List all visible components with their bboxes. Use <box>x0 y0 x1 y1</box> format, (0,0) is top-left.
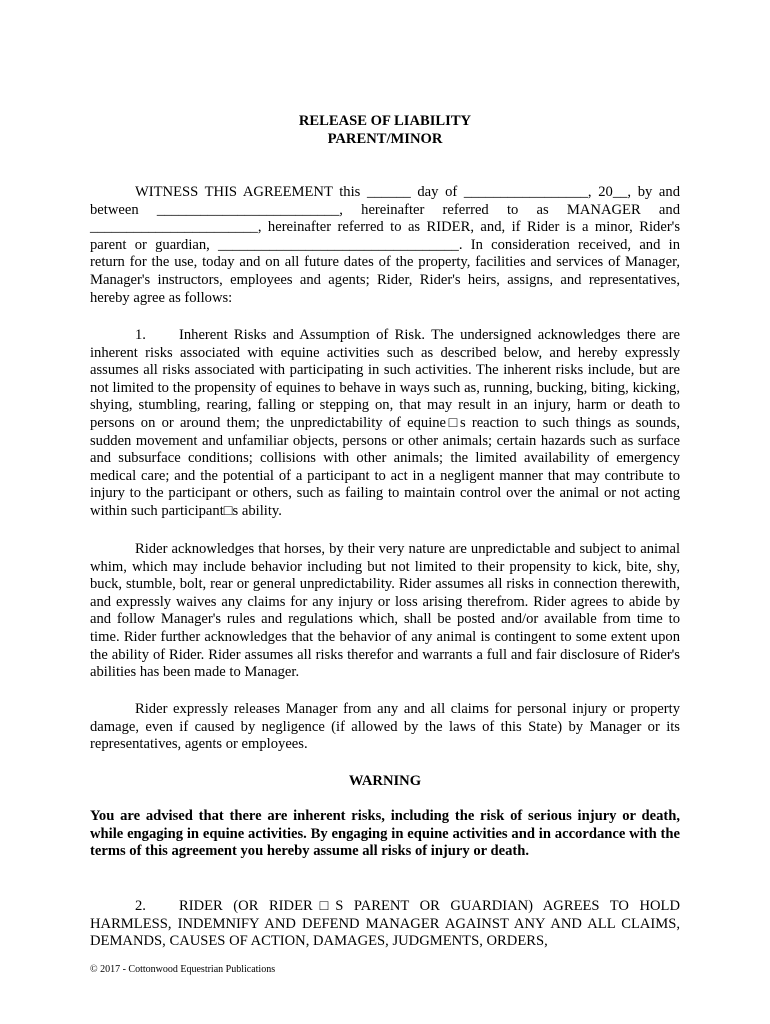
rider-acknowledgment-paragraph <box>90 541 680 682</box>
warning-heading: WARNING <box>348 773 422 789</box>
witness-paragraph <box>90 184 680 307</box>
section-2-text <box>90 898 680 951</box>
section-1-number: 1. <box>135 327 146 343</box>
section-2 <box>90 898 680 951</box>
rider-acknowledgment-text: Rider acknowledges that horses, by their very nature are unpredictable and subject to animal whim, which may include behavior including but not limited to their propensity to kick, bite, shy, buck, stumble, bolt, rear or general unpredictability. Rider assumes all risks in connection therewith, and expressly waives any claims for any injury or loss arising therefrom. Rider agrees to abide by and follow Manager's rules and regulations which, shall be posted and/or available from time to time. Rider further acknowledges that the behavior of any animal is contingent to some extent upon the ability of Rider. Rider assumes all risks therefor and warrants a full and fair disclosure of Rider's abilities has been made to Manager. <box>90 541 680 681</box>
section-2-number: 2. <box>135 898 146 914</box>
title-line-1: RELEASE OF LIABILITY <box>298 113 472 129</box>
rider-release-text: Rider expressly releases Manager from any and all claims for personal injury or property damage, even if caused by negligence (if allowed by the laws of this State) by Manager or its representatives, agents or employees. <box>90 701 680 753</box>
section-2-body: RIDER (OR RIDER□S PARENT OR GUARDIAN) AGREES TO HOLD HARMLESS, INDEMNIFY AND DEFEND MANAGER AGAINST ANY AND ALL CLAIMS, DEMANDS, CAUSES OF ACTION, DAMAGES, JUDGMENTS, ORDERS, <box>90 898 680 950</box>
warning-text: You are advised that there are inherent risks, including the risk of serious injury or death, while engaging in equine activities. By engaging in equine activities and in accordance with the terms of this agreement you hereby assume all risks of injury or death. <box>90 808 680 860</box>
document-title <box>0 112 770 148</box>
rider-release-paragraph <box>90 701 680 754</box>
section-1-body: Inherent Risks and Assumption of Risk. The undersigned acknowledges there are inherent risks associated with equine activities such as described below, and hereby expressly assumes all risks associated with participating in such activities. The inherent risks include, but are not limited to the propensity of equines to behave in ways such as, running, bucking, biting, kicking, shying, stumbling, rearing, falling or stepping on, that may result in an injury, harm or death to persons on or around them; the unpredictability of equine□s reaction to such things as sounds, sudden movement and unfamiliar objects, persons or other animals; certain hazards such as surface and subsurface conditions; collisions with other animals; the limited availability of emergency medical care; and the potential of a participant to act in a negligent manner that may contribute to injury to the participant or others, such as failing to maintain control over the animal or not acting within such participant□s ability. <box>90 327 680 519</box>
copyright-footer: © 2017 - Cottonwood Equestrian Publications <box>90 964 276 975</box>
warning-paragraph <box>90 808 680 861</box>
section-1-text <box>90 327 680 521</box>
title-line-2: PARENT/MINOR <box>327 131 443 147</box>
section-1 <box>90 327 680 521</box>
witness-text: WITNESS THIS AGREEMENT this ______ day of _________________, 20__, by and between _________________________, hereinafter referred to as MANAGER and _______________________, hereinafter referred to as RIDER, and, if Rider is a minor, Rider's parent or guardian, _________________________________. In consideration received, and in return for the use, today and on all future dates of the property, facilities and services of Manager, Manager's instructors, employees and agents; Rider, Rider's heirs, assigns, and representatives, hereby agree as follows: <box>90 184 680 306</box>
